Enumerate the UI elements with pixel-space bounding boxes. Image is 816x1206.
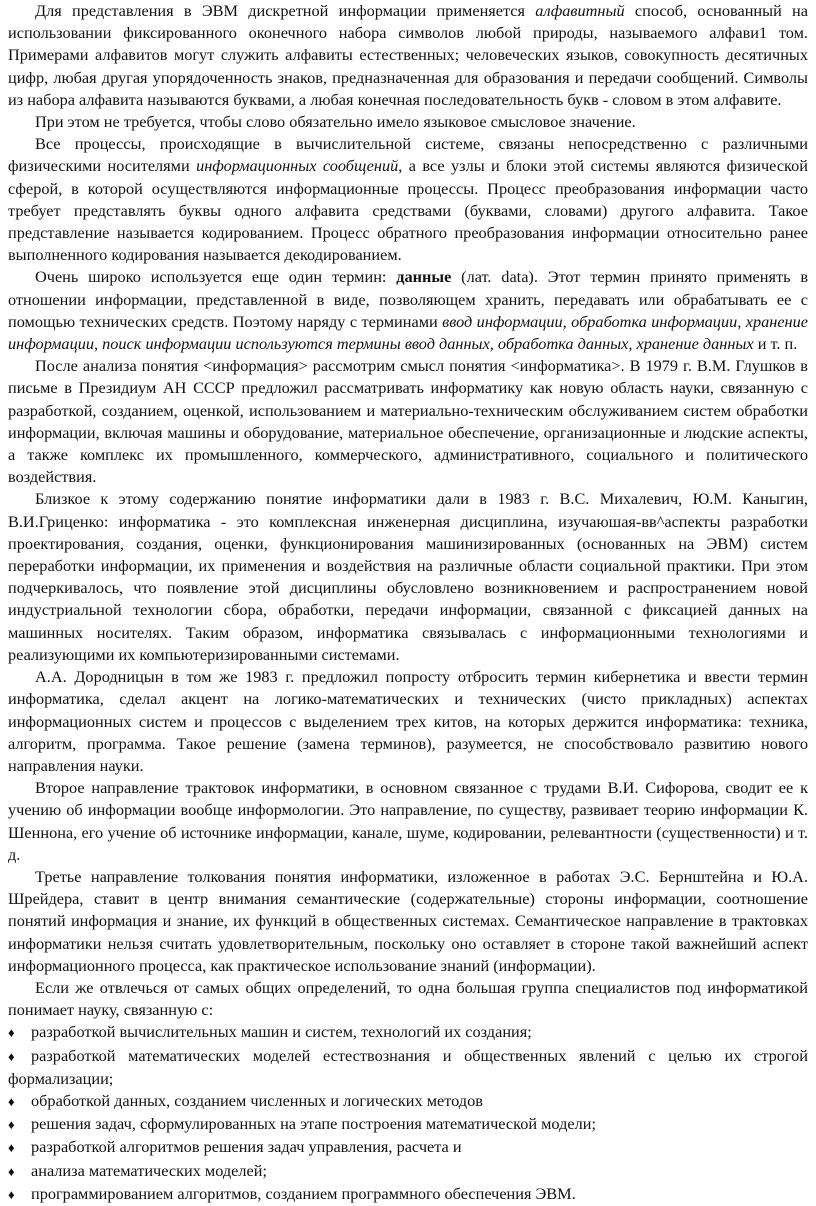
paragraph-mikhalevich: Близкое к этому содержанию понятие информатики дали в 1983 г. В.С. Михалевич, Ю.М. Каныгин, В.И.Гриценко: информатика - это комплексная инженерная дисциплина, изучаюшая-вв^аспекты разработки проектирования, создания, оценки, функционирования машинизированных (основанных на ЭВМ) систем переработки информации, их применения и воздействия на различные области социальной практики. При этом подчеркивалось, что появление этой дисциплины обусловлено возникновением и распространением новой индустриальной технологии сбора, обработки, передачи информации, связанной с фиксацией данных на машинных носителях. Таким образом, информатика связывалась с информационными технологиями и реализующими их компьютеризированными системами.: [8, 489, 808, 664]
paragraph-dorodnitsyn: А.А. Дородницын в том же 1983 г. предложил попросту отбросить термин кибернетика и ввести термин информатика, сделал акцент на логико-математических и технических (чисто прикладных) аспектах информационных систем и процессов с выделением трех китов, на которых держится информатика: техника, алгоритм, программа. Такое решение (замена терминов), разумеется, не способствовало развитию нового направления науки.: [8, 667, 808, 775]
term-data-operations: ввод информации, обработка информации, хранение информации, поиск информации используются термины ввод данных, обработка данных, хранение данных: [8, 311, 808, 354]
diamond-bullet-icon: ♦: [8, 1048, 15, 1064]
paragraph-bernstein: Третье направление толкования понятия информатики, изложенное в работах Э.С. Бернштейна и Ю.А. Шрейдера, ставит в центр внимания семантические (содержательные) стороны информации, соотношение понятий информация и знание, их функций в общественных системах. Семантическое направление в трактовках информатики нельзя считать удовлетворительным, поскольку оно оставляет в стороне такой важнейший аспект информационного процесса, как практическое использование знаний (информации).: [8, 866, 808, 975]
term-data: данные: [396, 267, 452, 287]
list-item: ♦ обработкой данных, созданием численных и логических методов: [8, 1090, 808, 1113]
paragraph-definition-intro: Если же отвлечься от самых общих определений, то одна большая группа специалистов под информатикой понимает науку, связанную с:: [8, 977, 808, 1020]
diamond-bullet-icon: ♦: [8, 1140, 15, 1156]
diamond-bullet-icon: ♦: [8, 1117, 15, 1133]
paragraph-coding: Все процессы, происходящие в вычислительной системе, связаны непосредственно с различными физическими носителями информационных сообщений, а все узлы и блоки этой системы являются физической сферой, в которой осуществляются информационные процессы. Процесс преобразования информации часто требует представлять буквы одного алфавита средствами (буквами, словами) другого алфавита. Такое представление называется кодированием. Процесс обратного преобразования информации относительно ранее выполненного кодирования называется декодированием.: [8, 134, 808, 265]
diamond-bullet-icon: ♦: [8, 1163, 15, 1179]
term-information-messages: информационных сообщений: [196, 156, 399, 176]
diamond-bullet-icon: ♦: [8, 1025, 15, 1041]
diamond-bullet-icon: ♦: [8, 1093, 15, 1109]
diamond-bullet-icon: ♦: [8, 1186, 15, 1202]
list-item: ♦ решения задач, сформулированных на этапе построения математической модели;: [8, 1113, 808, 1136]
paragraph-data: Очень широко используется еще один термин: данные (лат. data). Этот термин принято применять в отношении информации, представленной в виде, позволяющем хранить, передавать или обрабатывать ее с помощью технических средств. Поэтому наряду с терминами ввод информации, обработка информации, хранение информации, поиск информации используются термины ввод данных, обработка данных, хранение данных и т. п.: [8, 267, 809, 354]
science-areas-list: [8, 1021, 808, 1206]
list-item: ♦ разработкой вычислительных машин и систем, технологий их создания;: [8, 1021, 808, 1044]
paragraph-word-meaning: При этом не требуется, чтобы слово обязательно имело языковое смысловое значение.: [35, 112, 636, 132]
list-item: ♦ программированием алгоритмов, созданием программного обеспечения ЭВМ.: [8, 1183, 808, 1206]
term-alphabetic: алфавитный: [535, 1, 625, 20]
list-item: ♦ разработкой алгоритмов решения задач управления, расчета и: [8, 1136, 808, 1159]
paragraph-siforov: Второе направление трактовок информатики, в основном связанное с трудами В.И. Сифорова, сводит ее к учению об информации вообще информологии. Это направление, по существу, развивает теорию информации К. Шеннона, его учение об источнике информации, канале, шуме, кодировании, релевантности (существенности) и т. д.: [8, 778, 808, 864]
list-item: ♦ разработкой математических моделей естествознания и общественных явлений с целью их строгой формализации;: [8, 1045, 808, 1088]
paragraph-alphabet: Для представления в ЭВМ дискретной информации применяется алфавитный способ, основанный на использовании фиксированного оконечного набора символов любой природы, называемого алфави1 том. Примерами алфавитов могут служить алфавиты естественных; человеческих языков, совокупность десятичных цифр, любая другая упорядоченность знаков, предназначенная для образования и передачи сообщений. Символы из набора алфавита называются буквами, а любая конечная последовательность букв - словом в этом алфавите.: [8, 1, 808, 109]
paragraph-glushkov: После анализа понятия <информация> рассмотрим смысл понятия <информатика>. В 1979 г. В.М. Глушков в письме в Президиум АН СССР предложил рассматривать информатику как новую область науки, связанную с разработкой, созданием, оценкой, использованием и материально-техническим обслуживанием систем обработки информации, включая машины и оборудование, материальное обеспечение, организационные и людские аспекты, а также комплекс их промышленного, коммерческого, административного, социального и политического воздействия.: [8, 356, 808, 487]
list-item: ♦ анализа математических моделей;: [8, 1160, 808, 1183]
